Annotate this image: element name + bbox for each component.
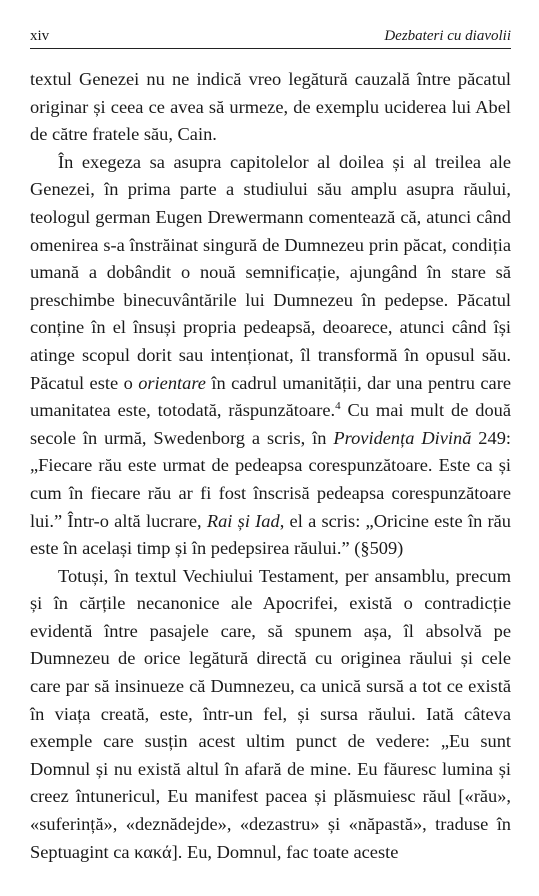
text-run: Cu mai mult de două secole în urmă, Swedenborg a scris, în (30, 400, 512, 448)
book-title: Rai și Iad (206, 510, 280, 531)
footnote-marker[interactable]: 4 (335, 400, 341, 413)
paragraph (30, 66, 511, 149)
text-run: în cadrul umanității, dar una pentru care umanitatea este, totodată, răspunzătoare. (30, 372, 511, 421)
page-header (30, 26, 511, 49)
body-text (30, 66, 511, 866)
book-title: Providența Divină (333, 427, 472, 448)
paragraph (30, 149, 511, 563)
text-run: textul Genezei nu ne indică vreo legătură cauzală între păcatul originar și ceea ce avea să urmeze, de exemplu uciderea lui Abel de către fratele său, Cain. (30, 69, 511, 145)
paragraph (30, 563, 511, 867)
italic-term: orientare (138, 372, 206, 393)
text-run: Totuși, în textul Vechiului Testament, per ansamblu, precum și în cărțile necanonice ale Apocrifei, există o contradicție evidentă între pasajele care, să spunem așa, îl absolvă pe Dumnezeu de orice legătură directă cu originea răului și cele care par să insinueze că Dumnezeu, ca unică sursă a tot ce există în viața creată, este, într-un fel, și sursa răului. Iată câteva exemple care susțin acest ultim punct de vedere: „Eu sunt Domnul și nu există altul în afară de mine. Eu făuresc lumina și creez întunericul, Eu manifest pacea și plăsmuiesc răul [«rău», «suferință», «deznădejde», «dezastru» și «năpastă», traduse în Septuagint ca κακά]. Eu, Domnul, fac toate aceste (30, 565, 511, 862)
page-number: xiv (30, 28, 50, 44)
running-title: Dezbateri cu diavolii (384, 28, 511, 44)
text-run: 249: „Fiecare rău este urmat de pedeapsa corespunzătoare. Este ca și cum în fiecare rău ar fi fost înscrisă pedeapsa corespunzătoare lui.” Într-o altă lucrare, (30, 427, 511, 531)
text-run: , el a scris: „Oricine este în rău este în același timp și în pedepsirea răului.” (§509) (30, 510, 511, 559)
text-run: În exegeza sa asupra capitolelor al doilea și al treilea ale Genezei, în prima parte a studiului său amplu asupra răului, teologul german Eugen Drewermann comentează că, atunci când omenirea s-a înstrăinat singură de Dumnezeu prin păcat, condiția umană a dobândit o nouă semnificație, ajungând în stare să preschimbe binecuvântările lui Dumnezeu în pedepse. Păcatul conține în el însuși propria pedeapsă, deoarece, atunci când își atinge scopul dorit sau intenționat, îl transformă în opusul său. Păcatul este o (30, 151, 511, 393)
